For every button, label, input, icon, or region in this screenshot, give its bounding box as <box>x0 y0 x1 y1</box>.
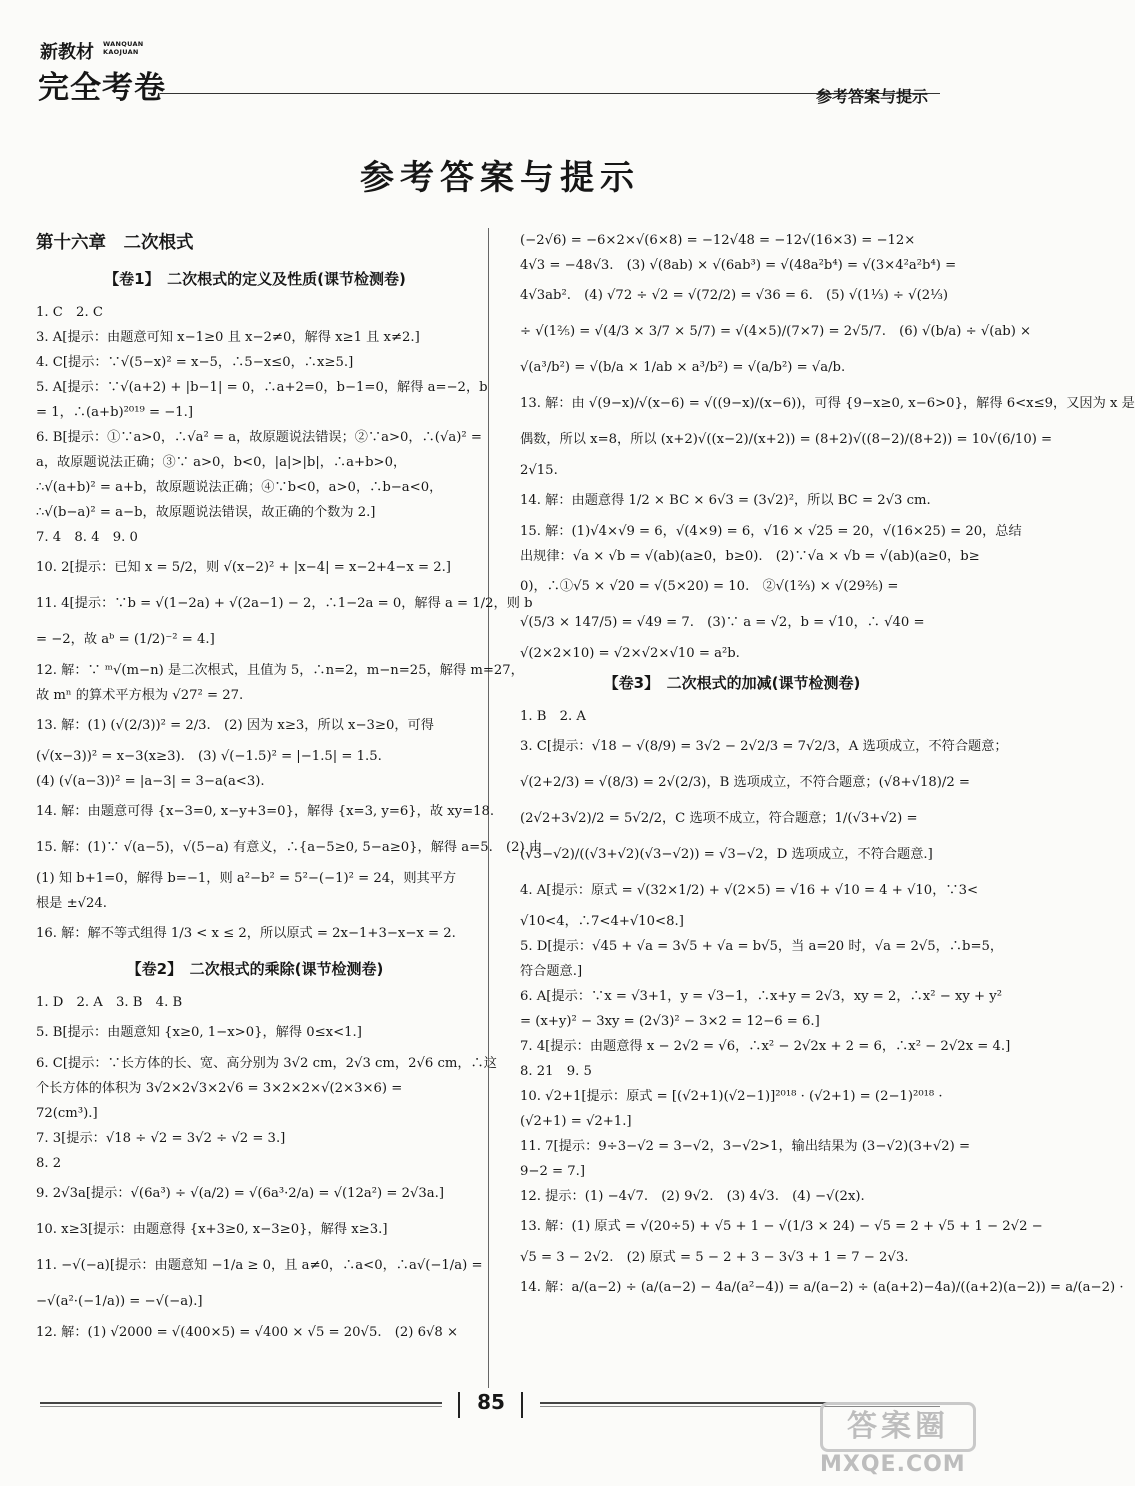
answer-line: 16. 解：解不等式组得 1/3 < x ≤ 2，所以原式 = 2x−1+3−x−x = 2. <box>36 926 456 941</box>
answer-line: 7. 4[提示：由题意得 x − 2√2 = √6，∴x² − 2√2x + 2 = 6，∴x² − 2√2x = 4.] <box>520 1039 1011 1054</box>
answer-line: 11. −√(−a)[提示：由题意知 −1/a ≥ 0，且 a≠0，∴a<0，∴a√(−1/a) = <box>36 1258 483 1273</box>
header-section-title: 参考答案与提示 <box>815 87 928 106</box>
section-heading-1: 【卷1】 二次根式的定义及性质(课节检测卷) <box>104 270 406 288</box>
answer-line: 14. 解：a/(a−2) ÷ (a/(a−2) − 4a/(a²−4)) = a/(a−2) ÷ (a(a+2)−4a)/((a+2)(a−2)) = a/(a−2) · <box>520 1280 1124 1295</box>
answer-line: 7. 4 8. 4 9. 0 <box>36 530 138 545</box>
answer-line: = (x+y)² − 3xy = (2√3)² − 3×2 = 12−6 = 6.] <box>520 1014 820 1029</box>
answer-line: 6. A[提示：∵x = √3+1，y = √3−1，∴x+y = 2√3，xy = 2，∴x² − xy + y² <box>520 989 1003 1004</box>
answer-line: 0)，∴①√5 × √20 = √(5×20) = 10. ②√(1⅔) × √(29⅖) = <box>520 579 899 594</box>
left-column <box>36 228 543 1345</box>
answer-line: 故 mⁿ 的算术平方根为 √27² = 27. <box>36 688 244 703</box>
answer-line: −√(a²·(−1/a)) = −√(−a).] <box>36 1294 203 1309</box>
answer-line: 4√3 = −48√3. (3) √(8ab) × √(6ab³) = √(48a²b⁴) = √(3×4²a²b⁴) = <box>520 258 957 273</box>
section-3-answers <box>520 704 1124 1306</box>
answer-line: 14. 解：由题意可得 {x−3=0, x−y+3=0}，解得 {x=3, y=6}，故 xy=18. <box>36 804 495 819</box>
answer-line: 1. D 2. A 3. B 4. B <box>36 995 183 1010</box>
answer-line: (4) (√(a−3))² = |a−3| = 3−a(a<3). <box>36 774 265 789</box>
page-header <box>0 0 1000 110</box>
answer-line: 3. A[提示：由题意可知 x−1≥0 且 x−2≠0，解得 x≥1 且 x≠2.] <box>36 330 420 345</box>
answer-line: 根是 ±√24. <box>36 896 107 911</box>
answer-line: 12. 解：(1) √2000 = √(400×5) = √400 × √5 = 20√5. (2) 6√8 × <box>36 1325 459 1340</box>
answer-line: √(2+2/3) = √(8/3) = 2√(2/3)，B 选项成立，不符合题意；(√8+√18)/2 = <box>520 775 970 790</box>
answer-line: 12. 解：∵ ᵐ√(m−n) 是二次根式，且值为 5，∴n=2，m−n=25，解得 m=27， <box>36 663 524 678</box>
section-heading-3: 【卷3】 二次根式的加减(课节检测卷) <box>603 674 861 692</box>
answer-line: 10. 2[提示：已知 x = 5/2，则 √(x−2)² + |x−4| = x−2+4−x = 2.] <box>36 560 451 575</box>
answer-line: = −2，故 aᵇ = (1/2)⁻² = 4.] <box>36 632 215 647</box>
answer-line: 72(cm³).] <box>36 1106 98 1121</box>
brand-pinyin <box>103 40 144 56</box>
answer-line: 符合题意.] <box>520 964 583 979</box>
answer-line: 5. D[提示：√45 + √a = 3√5 + √a = b√5，当 a=20 时，√a = 2√5，∴b=5， <box>520 939 1004 954</box>
answer-line: a，故原题说法正确；③∵ a>0，b<0，|a|>|b|，∴a+b>0， <box>36 455 407 470</box>
answer-line: 9−2 = 7.] <box>520 1164 585 1179</box>
answer-line: 15. 解：(1)∵ √(a−5)，√(5−a) 有意义，∴{a−5≥0, 5−a≥0}，解得 a=5. (2) 由 <box>36 840 543 855</box>
answer-line: 13. 解：由 √(9−x)/√(x−6) = √((9−x)/(x−6))，可得 {9−x≥0, x−6>0}，解得 6<x≤9，又因为 x 是 <box>520 396 1135 411</box>
answer-line: 1. C 2. C <box>36 305 103 320</box>
chapter-heading: 第十六章 二次根式 <box>36 233 194 253</box>
page-title: 参考答案与提示 <box>360 158 640 198</box>
answer-line: 13. 解：(1) (√(2/3))² = 2/3. (2) 因为 x≥3，所以 x−3≥0，可得 <box>36 718 434 733</box>
answer-line: 5. B[提示：由题意知 {x≥0, 1−x>0}，解得 0≤x<1.] <box>36 1025 362 1040</box>
answer-line: √(2×2×10) = √2×√2×√10 = a²b. <box>520 646 740 661</box>
answer-line: 出规律：√a × √b = √(ab)(a≥0，b≥0). (2)∵√a × √b = √(ab)(a≥0，b≥ <box>520 549 980 564</box>
answer-line: 6. B[提示：①∵a>0，∴√a² = a，故原题说法错误；②∵a>0，∴(√a)² = <box>36 430 482 445</box>
answer-line: 偶数，所以 x=8，所以 (x+2)√((x−2)/(x+2)) = (8+2)√((8−2)/(8+2)) = 10√(6/10) = <box>520 432 1053 447</box>
answer-line: 10. √2+1[提示：原式 = [(√2+1)(√2−1)]²⁰¹⁸ · (√2+1) = (2−1)²⁰¹⁸ · <box>520 1089 943 1104</box>
answer-line: (√(x−3))² = x−3(x≥3). (3) √(−1.5)² = |−1.5| = 1.5. <box>36 749 382 764</box>
answer-line: 4√3ab². (4) √72 ÷ √2 = √(72/2) = √36 = 6. (5) √(1⅓) ÷ √(2⅓) <box>520 288 949 303</box>
answer-line: 8. 21 9. 5 <box>520 1064 592 1079</box>
brand-subtitle: 新教材 <box>40 42 94 63</box>
answer-line: 10. x≥3[提示：由题意得 {x+3≥0, x−3≥0}，解得 x≥3.] <box>36 1222 388 1237</box>
answer-line: (√3−√2)/((√3+√2)(√3−√2)) = √3−√2，D 选项成立，不符合题意.] <box>520 847 933 862</box>
answer-line: √(5/3 × 147/5) = √49 = 7. (3)∵ a = √2，b = √10，∴ √40 = <box>520 615 925 630</box>
answer-line: ∴√(b−a)² = a−b，故原题说法错误，故正确的个数为 2.] <box>36 505 376 520</box>
continued-answers <box>520 228 1135 666</box>
answer-line: 6. C[提示：∵长方体的长、宽、高分别为 3√2 cm，2√3 cm，2√6 cm，∴这 <box>36 1056 497 1071</box>
answer-line: 3. C[提示：√18 − √(8/9) = 3√2 − 2√2/3 = 7√2/3，A 选项成立，不符合题意； <box>520 739 1008 754</box>
answer-line: 个长方体的体积为 3√2×2√3×2√6 = 3×2×2×√(2×3×6) = <box>36 1081 403 1096</box>
page-number: 85 <box>477 1390 505 1414</box>
footer-rule-left <box>40 1402 442 1404</box>
answer-line: 4. C[提示：∵√(5−x)² = x−5，∴5−x≤0，∴x≥5.] <box>36 355 354 370</box>
section-1-answers <box>36 300 543 952</box>
answer-line: 14. 解：由题意得 1/2 × BC × 6√3 = (3√2)²，所以 BC = 2√3 cm. <box>520 493 931 508</box>
answer-line: 9. 2√3a[提示：√(6a³) ÷ √(a/2) = √(6a³·2/a) = √(12a²) = 2√3a.] <box>36 1186 445 1201</box>
right-column <box>520 228 1135 1306</box>
answer-line: ÷ √(1⅖) = √(4/3 × 3/7 × 5/7) = √(4×5)/(7×7) = 2√5/7. (6) √(b/a) ÷ √(ab) × <box>520 324 1032 339</box>
answer-line: 4. A[提示：原式 = √(32×1/2) + √(2×5) = √16 + √10 = 4 + √10，∵3< <box>520 883 979 898</box>
answer-line: 12. 提示：(1) −4√7. (2) 9√2. (3) 4√3. (4) −√(2x). <box>520 1189 865 1204</box>
answer-line: 11. 7[提示：9÷3−√2 = 3−√2，3−√2>1，输出结果为 (3−√2)(3+√2) = <box>520 1139 971 1154</box>
brand-pinyin-line-2: KAOJUAN <box>103 48 139 56</box>
answer-line: 7. 3[提示：√18 ÷ √2 = 3√2 ÷ √2 = 3.] <box>36 1131 286 1146</box>
watermark-url: MXQE.COM <box>820 1452 966 1477</box>
answer-line: 8. 2 <box>36 1156 62 1171</box>
section-heading-2: 【卷2】 二次根式的乘除(课节检测卷) <box>126 960 384 978</box>
answer-line: (√2+1) = √2+1.] <box>520 1114 632 1129</box>
answer-line: ∴√(a+b)² = a+b，故原题说法正确；④∵b<0，a>0，∴b−a<0， <box>36 480 443 495</box>
page-number-bar-left <box>458 1392 460 1418</box>
page-number-bar-right <box>521 1392 523 1418</box>
answer-line: 1. B 2. A <box>520 709 586 724</box>
footer-rule-left-thin <box>40 1406 442 1407</box>
watermark-logo: 答案圈 <box>820 1402 976 1452</box>
answer-line: 5. A[提示：∵√(a+2) + |b−1| = 0，∴a+2=0，b−1=0，解得 a=−2，b <box>36 380 488 395</box>
brand-pinyin-line-1: WANQUAN <box>103 40 144 48</box>
section-2-answers <box>36 990 497 1345</box>
answer-line: 15. 解：(1)√4×√9 = 6，√(4×9) = 6，√16 × √25 = 20，√(16×25) = 20，总结 <box>520 524 1022 539</box>
answer-line: √5 = 3 − 2√2. (2) 原式 = 5 − 2 + 3 − 3√3 + 1 = 7 − 2√3. <box>520 1250 909 1265</box>
answer-line: 13. 解：(1) 原式 = √(20÷5) + √5 + 1 − √(1/3 × 24) − √5 = 2 + √5 + 1 − 2√2 − <box>520 1219 1043 1234</box>
answer-line: = 1，∴(a+b)²⁰¹⁹ = −1.] <box>36 405 194 420</box>
answer-line: √(a³/b²) = √(b/a × 1/ab × a³/b²) = √(a/b²) = √a/b. <box>520 360 846 375</box>
answer-line: (−2√6) = −6×2×√(6×8) = −12√48 = −12√(16×3) = −12× <box>520 233 916 248</box>
brand-logo-text: 完全考卷 <box>38 70 166 106</box>
answer-line: √10<4，∴7<4+√10<8.] <box>520 914 684 929</box>
answer-line: 2√15. <box>520 463 558 478</box>
answer-line: (2√2+3√2)/2 = 5√2/2，C 选项不成立，符合题意；1/(√3+√2) = <box>520 811 918 826</box>
answer-line: (1) 知 b+1=0，解得 b=−1，则 a²−b² = 5²−(−1)² = 24，则其平方 <box>36 871 457 886</box>
answer-line: 11. 4[提示：∵b = √(1−2a) + √(2a−1) − 2，∴1−2a = 0，解得 a = 1/2，则 b <box>36 596 533 611</box>
